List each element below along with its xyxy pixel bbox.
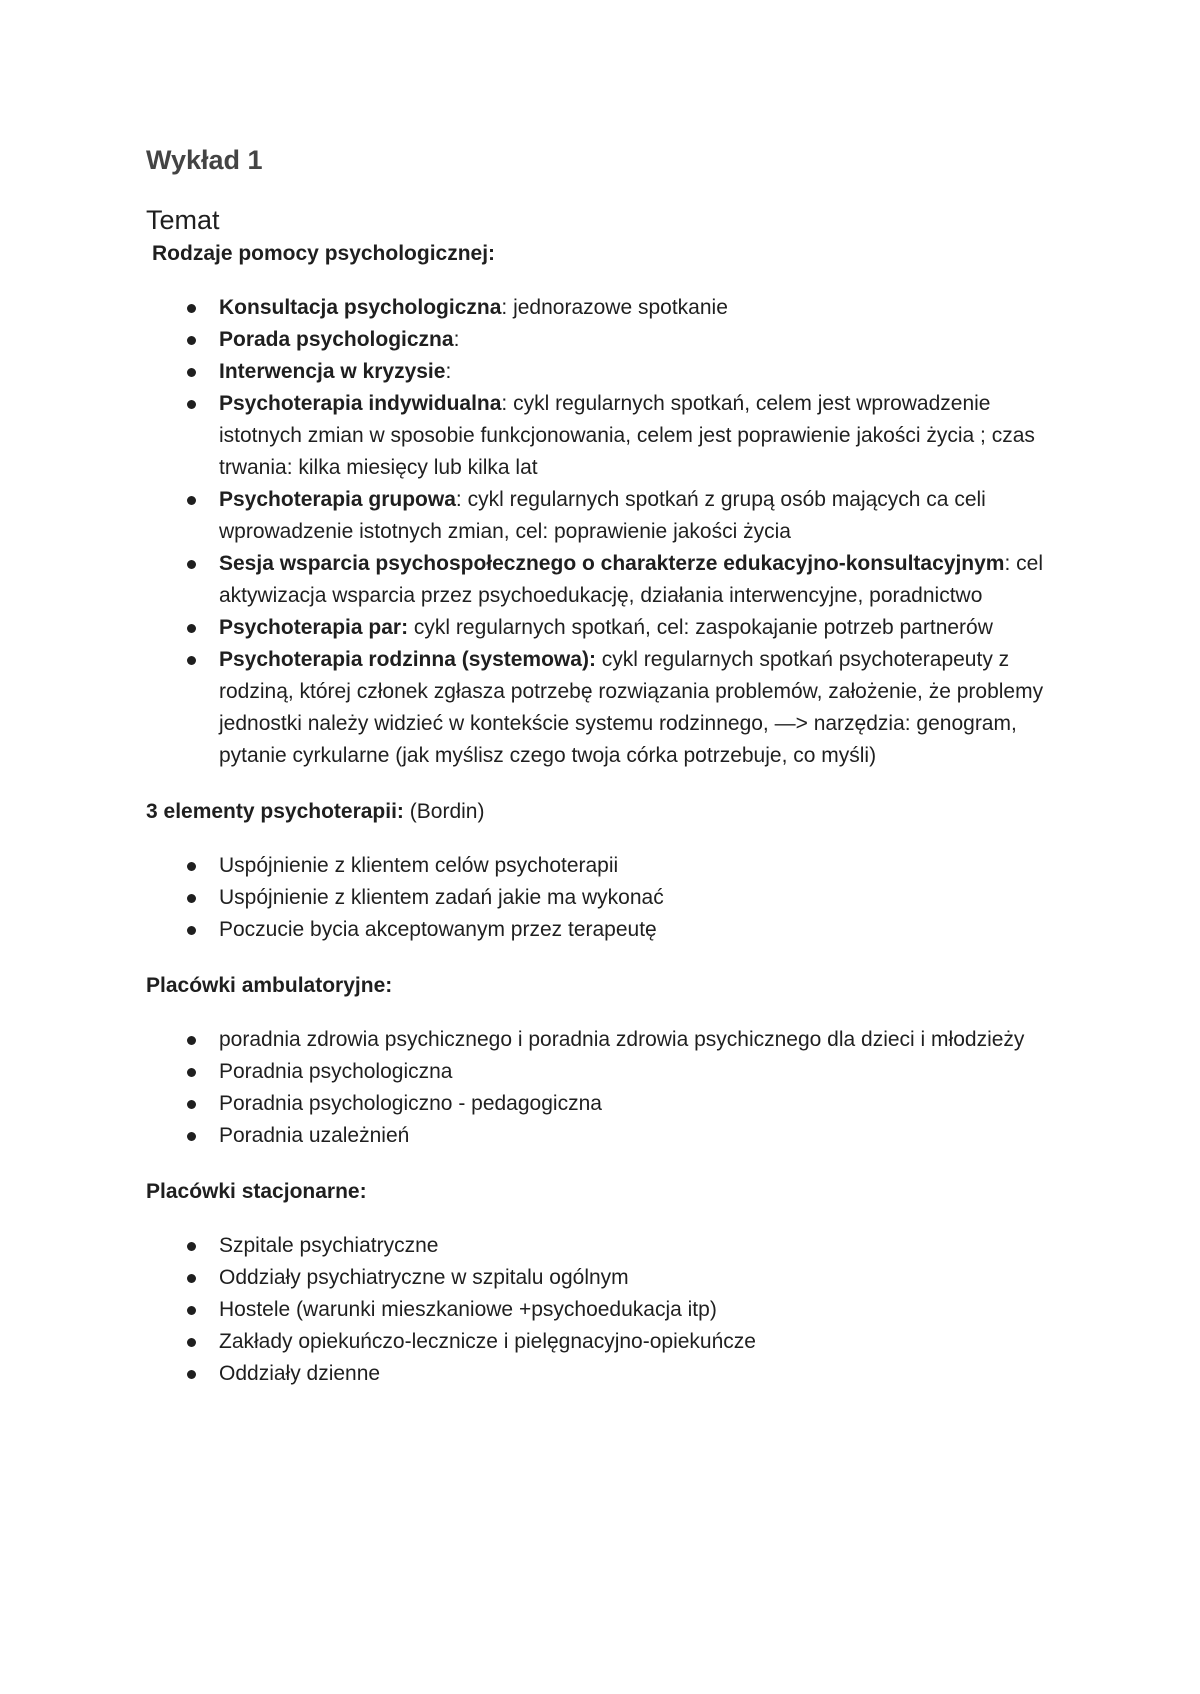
list-item — [146, 388, 1066, 484]
description: : — [453, 328, 460, 351]
document-subtitle: Temat — [146, 205, 220, 235]
list-item — [146, 324, 1066, 356]
stationary-heading-label: Placówki stacjonarne: — [146, 1180, 367, 1203]
list-item — [146, 292, 1066, 324]
term: Interwencja w kryzysie — [219, 360, 446, 383]
list-item: Poradnia psychologiczno - pedagogiczna — [146, 1088, 1066, 1120]
term: Psychoterapia par: — [219, 616, 409, 639]
term: Sesja wsparcia psychospołecznego o charakterze edukacyjno-konsultacyjnym — [219, 552, 1005, 575]
description: : — [445, 360, 452, 383]
stationary-heading — [146, 1176, 1066, 1208]
list-item: Zakłady opiekuńczo-lecznicze i pielęgnacyjno-opiekuńcze — [146, 1326, 1066, 1358]
elements-heading-note: (Bordin) — [403, 800, 485, 823]
description: cykl regularnych spotkań psychoterapeuty z rodziną, której członek zgłasza potrzebę rozwiązania problemów, założenie, że problemy jednostki należy widzieć w kontekście systemu rodzinnego, —> narzędzia: genogram, pytanie cyrkularne (jak myślisz czego twoja córka potrzebuje, co myśli) — [219, 648, 1044, 767]
list-item — [146, 484, 1066, 548]
list-item: Uspójnienie z klientem zadań jakie ma wykonać — [146, 882, 1066, 914]
ambulatory-list — [146, 1024, 1066, 1152]
description: cykl regularnych spotkań, cel: zaspokajanie potrzeb partnerów — [408, 616, 993, 639]
ambulatory-heading-label: Placówki ambulatoryjne: — [146, 974, 393, 997]
help-types-list — [146, 292, 1066, 772]
list-item: poradnia zdrowia psychicznego i poradnia zdrowia psychicznego dla dzieci i młodzieży — [146, 1024, 1066, 1056]
term: Psychoterapia grupowa — [219, 488, 456, 511]
list-item: Uspójnienie z klientem celów psychoterapii — [146, 850, 1066, 882]
list-item — [146, 548, 1066, 612]
help-types-heading: Rodzaje pomocy psychologicznej: — [152, 242, 496, 265]
elements-heading-label: 3 elementy psychoterapii: — [146, 800, 404, 823]
term: Psychoterapia rodzinna (systemowa): — [219, 648, 596, 671]
list-item: Hostele (warunki mieszkaniowe +psychoedukacja itp) — [146, 1294, 1066, 1326]
document-page — [146, 140, 1066, 1390]
list-item: Poradnia uzależnień — [146, 1120, 1066, 1152]
list-item: Poradnia psychologiczna — [146, 1056, 1066, 1088]
description: : jednorazowe spotkanie — [501, 296, 728, 319]
list-item: Oddziały psychiatryczne w szpitalu ogólnym — [146, 1262, 1066, 1294]
description: : cykl regularnych spotkań z grupą osób mających ca celi wprowadzenie istotnych zmian, cel: poprawienie jakości życia — [219, 488, 986, 543]
list-item — [146, 644, 1066, 772]
description: : cykl regularnych spotkań, celem jest wprowadzenie istotnych zmian w sposobie funkcjonowania, celem jest poprawienie jakości życia ; czas trwania: kilka miesięcy lub kilka lat — [219, 392, 1035, 479]
list-item: Poczucie bycia akceptowanym przez terapeutę — [146, 914, 1066, 946]
list-item — [146, 356, 1066, 388]
stationary-list — [146, 1230, 1066, 1390]
term: Psychoterapia indywidualna — [219, 392, 502, 415]
term: Konsultacja psychologiczna — [219, 296, 502, 319]
elements-list — [146, 850, 1066, 946]
elements-heading — [146, 796, 1066, 828]
list-item: Szpitale psychiatryczne — [146, 1230, 1066, 1262]
term: Porada psychologiczna — [219, 328, 454, 351]
document-title: Wykład 1 — [146, 145, 263, 175]
ambulatory-heading — [146, 970, 1066, 1002]
description: : cel aktywizacja wsparcia przez psychoedukację, działania interwencyjne, poradnictwo — [219, 552, 1043, 607]
list-item: Oddziały dzienne — [146, 1358, 1066, 1390]
list-item — [146, 612, 1066, 644]
